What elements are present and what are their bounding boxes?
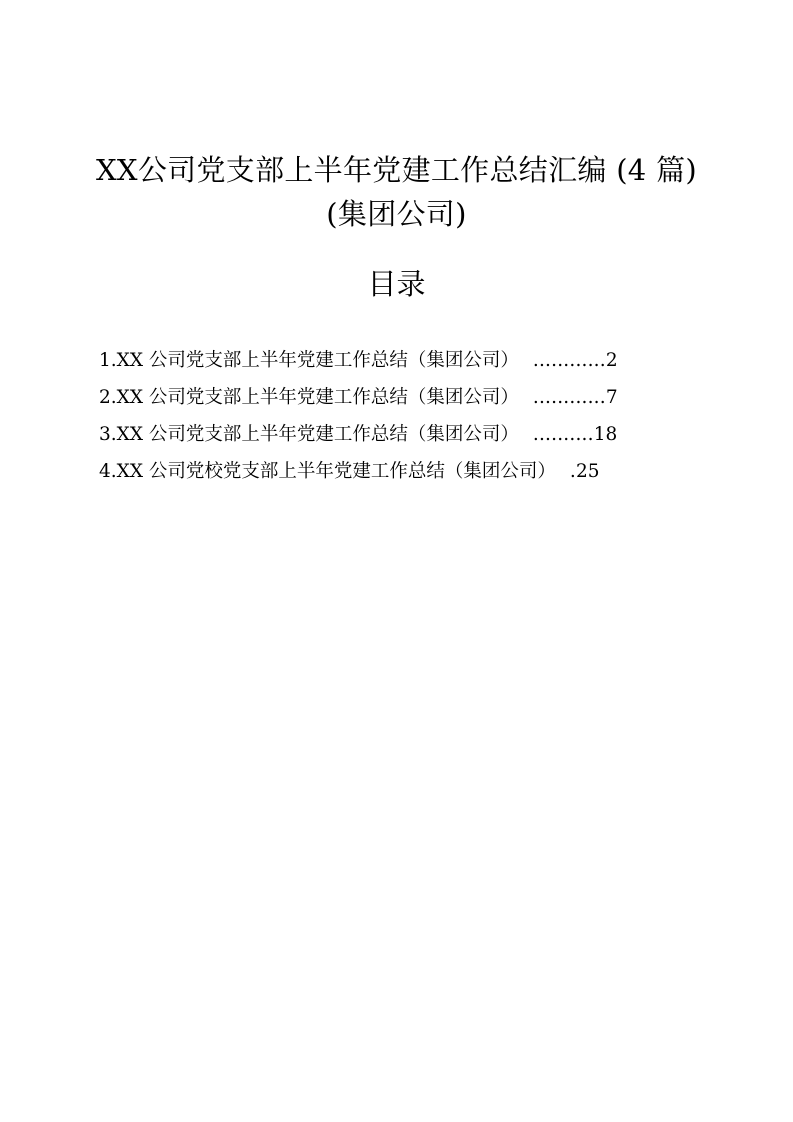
toc-dot-leader: ............: [532, 387, 606, 408]
toc-page-number: 7: [605, 387, 618, 408]
toc-page-number: 2: [605, 350, 618, 371]
toc-dot-leader: ..........: [532, 424, 594, 445]
table-of-contents: [99, 342, 659, 490]
toc-entry[interactable]: [99, 342, 659, 379]
title-line-2: (集团公司): [326, 197, 467, 231]
toc-dot-leader: .: [569, 461, 576, 482]
toc-page-number: 18: [593, 424, 618, 445]
toc-entry[interactable]: [99, 453, 659, 490]
toc-entry-title: 2.XX 公司党支部上半年党建工作总结（集团公司）: [99, 387, 519, 408]
toc-page-number: 25: [575, 461, 600, 482]
toc-entry-title: 1.XX 公司党支部上半年党建工作总结（集团公司）: [99, 350, 519, 371]
document-title: [0, 148, 793, 236]
toc-heading: 目录: [367, 267, 426, 301]
toc-entry-title: 4.XX 公司党校党支部上半年党建工作总结（集团公司）: [99, 461, 556, 482]
toc-entry[interactable]: [99, 416, 659, 453]
toc-entry[interactable]: [99, 379, 659, 416]
title-line-1: XX公司党支部上半年党建工作总结汇编 (4 篇): [95, 153, 697, 187]
toc-entry-title: 3.XX 公司党支部上半年党建工作总结（集团公司）: [99, 424, 519, 445]
toc-dot-leader: ............: [532, 350, 606, 371]
